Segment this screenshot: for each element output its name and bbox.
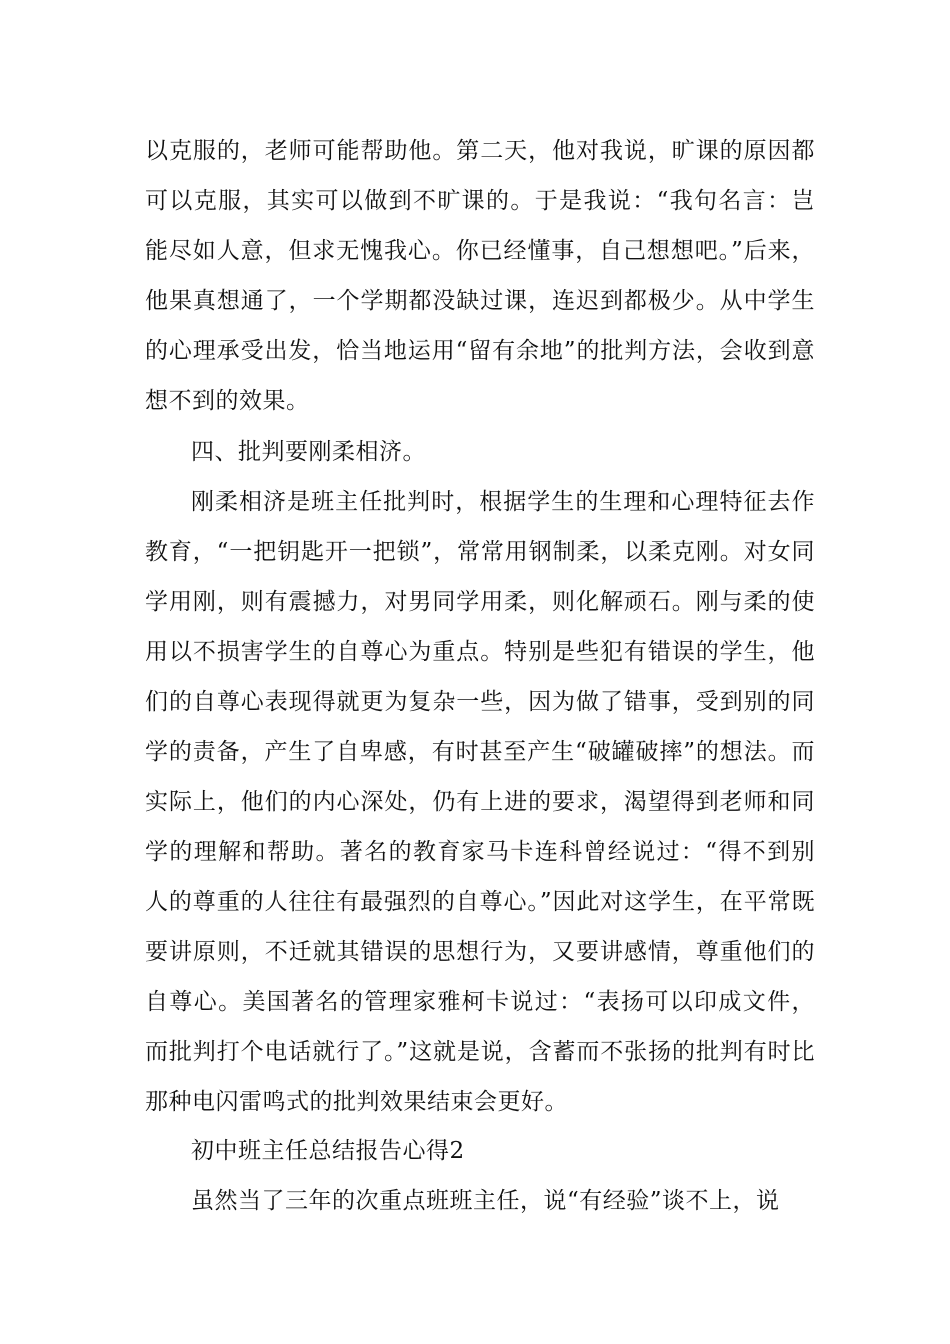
- paragraph-intro-2: 虽然当了三年的次重点班班主任，说“有经验”谈不上，说: [191, 1188, 780, 1214]
- section-heading-four: 四、批判要刚柔相济。: [191, 439, 426, 465]
- article-title-2: 初中班主任总结报告心得2: [191, 1138, 465, 1164]
- paragraph-continuation: 以克服的，老师可能帮助他。第二天，他对我说，旷课的原因都可以克服，其实可以做到不旷课的。于是我说：“我句名言：岂能尽如人意，但求无愧我心。你已经懂事，自己想想吧。”后来，他果真想通了，一个学期都没缺过课，连迟到都极少。从中学生的心理承受出发，恰当地运用“留有余地”的批判方法，会收到意想不到的效果。: [145, 138, 815, 414]
- paragraph-gang-rou: 刚柔相济是班主任批判时，根据学生的生理和心理特征去作教育，“一把钥匙开一把锁”，常常用钢制柔，以柔克刚。对女同学用刚，则有震撼力，对男同学用柔，则化解顽石。刚与柔的使用以不损害学生的自尊心为重点。特别是些犯有错误的学生，他们的自尊心表现得就更为复杂一些，因为做了错事，受到别的同学的责备，产生了自卑感，有时甚至产生“破罐破摔”的想法。而实际上，他们的内心深处，仍有上进的要求，渴望得到老师和同学的理解和帮助。著名的教育家马卡连科曾经说过：“得不到别人的尊重的人往往有最强烈的自尊心。”因此对这学生，在平常既要讲原则，不迁就其错误的思想行为，又要讲感情，尊重他们的自尊心。美国著名的管理家雅柯卡说过：“表扬可以印成文件，而批判打个电话就行了。”这就是说，含蓄而不张扬的批判有时比那种电闪雷鸣式的批判效果结束会更好。: [145, 489, 815, 1115]
